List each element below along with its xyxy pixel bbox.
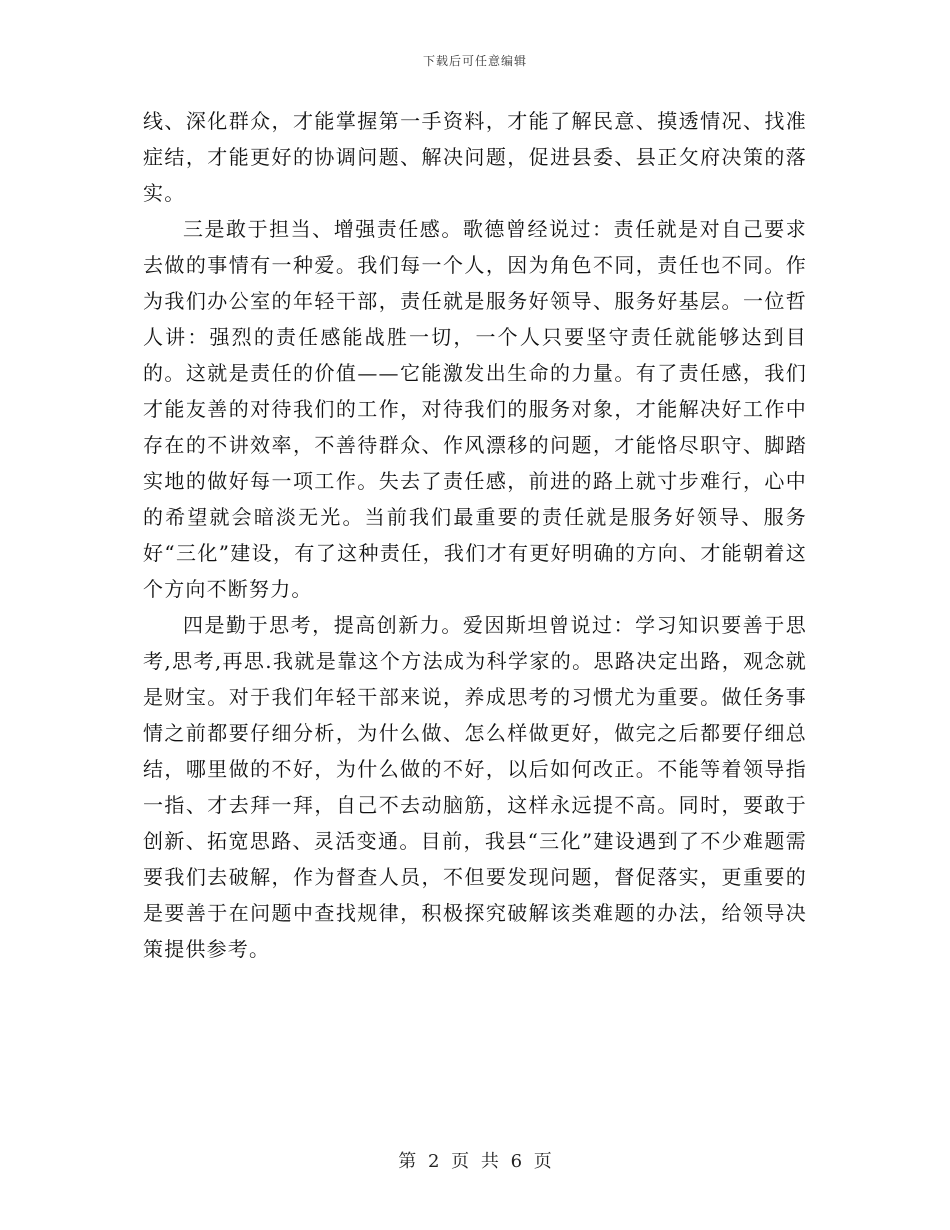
page-header: 下载后可任意编辑: [422, 54, 527, 68]
document-body: [143, 103, 807, 967]
paragraph-thinking: 四是勤于思考，提高创新力。爱因斯坦曾说过：学习知识要善于思考,思考,再思.我就是靠这个方法成为科学家的。思路决定出路，观念就是财宝。对于我们年轻干部来说，养成思考的习惯尤为重要。做任务事情之前都要仔细分析，为什么做、怎么样做更好，做完之后都要仔细总结，哪里做的不好，为什么做的不好，以后如何改正。不能等着领导指一指、才去拜一拜，自己不去动脑筋，这样永远提不高。同时，要敢于创新、拓宽思路、灵活变通。目前，我县“三化”建设遇到了不少难题需要我们去破解，作为督查人员，不但要发现问题，督促落实，更重要的是要善于在问题中查找规律，积极探究破解该类难题的办法，给领导决策提供参考。: [143, 613, 807, 961]
paragraph-continuation: 线、深化群众，才能掌握第一手资料，才能了解民意、摸透情况、找准症结，才能更好的协调问题、解决问题，促进县委、县正攵府决策的落实。: [143, 109, 807, 205]
paragraph-responsibility: 三是敢于担当、增强责任感。歌德曾经说过：责任就是对自己要求去做的事情有一种爱。我们每一个人，因为角色不同，责任也不同。作为我们办公室的年轻干部，责任就是服务好领导、服务好基层。一位哲人讲：强烈的责任感能战胜一切，一个人只要坚守责任就能够达到目的。这就是责任的价值——它能激发出生命的力量。有了责任感，我们才能友善的对待我们的工作，对待我们的服务对象，才能解决好工作中存在的不讲效率，不善待群众、作风漂移的问题，才能恪尽职守、脚踏实地的做好每一项工作。失去了责任感，前进的路上就寸步难行，心中的希望就会暗淡无光。当前我们最重要的责任就是服务好领导、服务好“三化”建设，有了这种责任，我们才有更好明确的方向、才能朝着这个方向不断努力。: [143, 217, 807, 601]
page-number-footer: 第 2 页 共 6 页: [398, 1151, 552, 1172]
